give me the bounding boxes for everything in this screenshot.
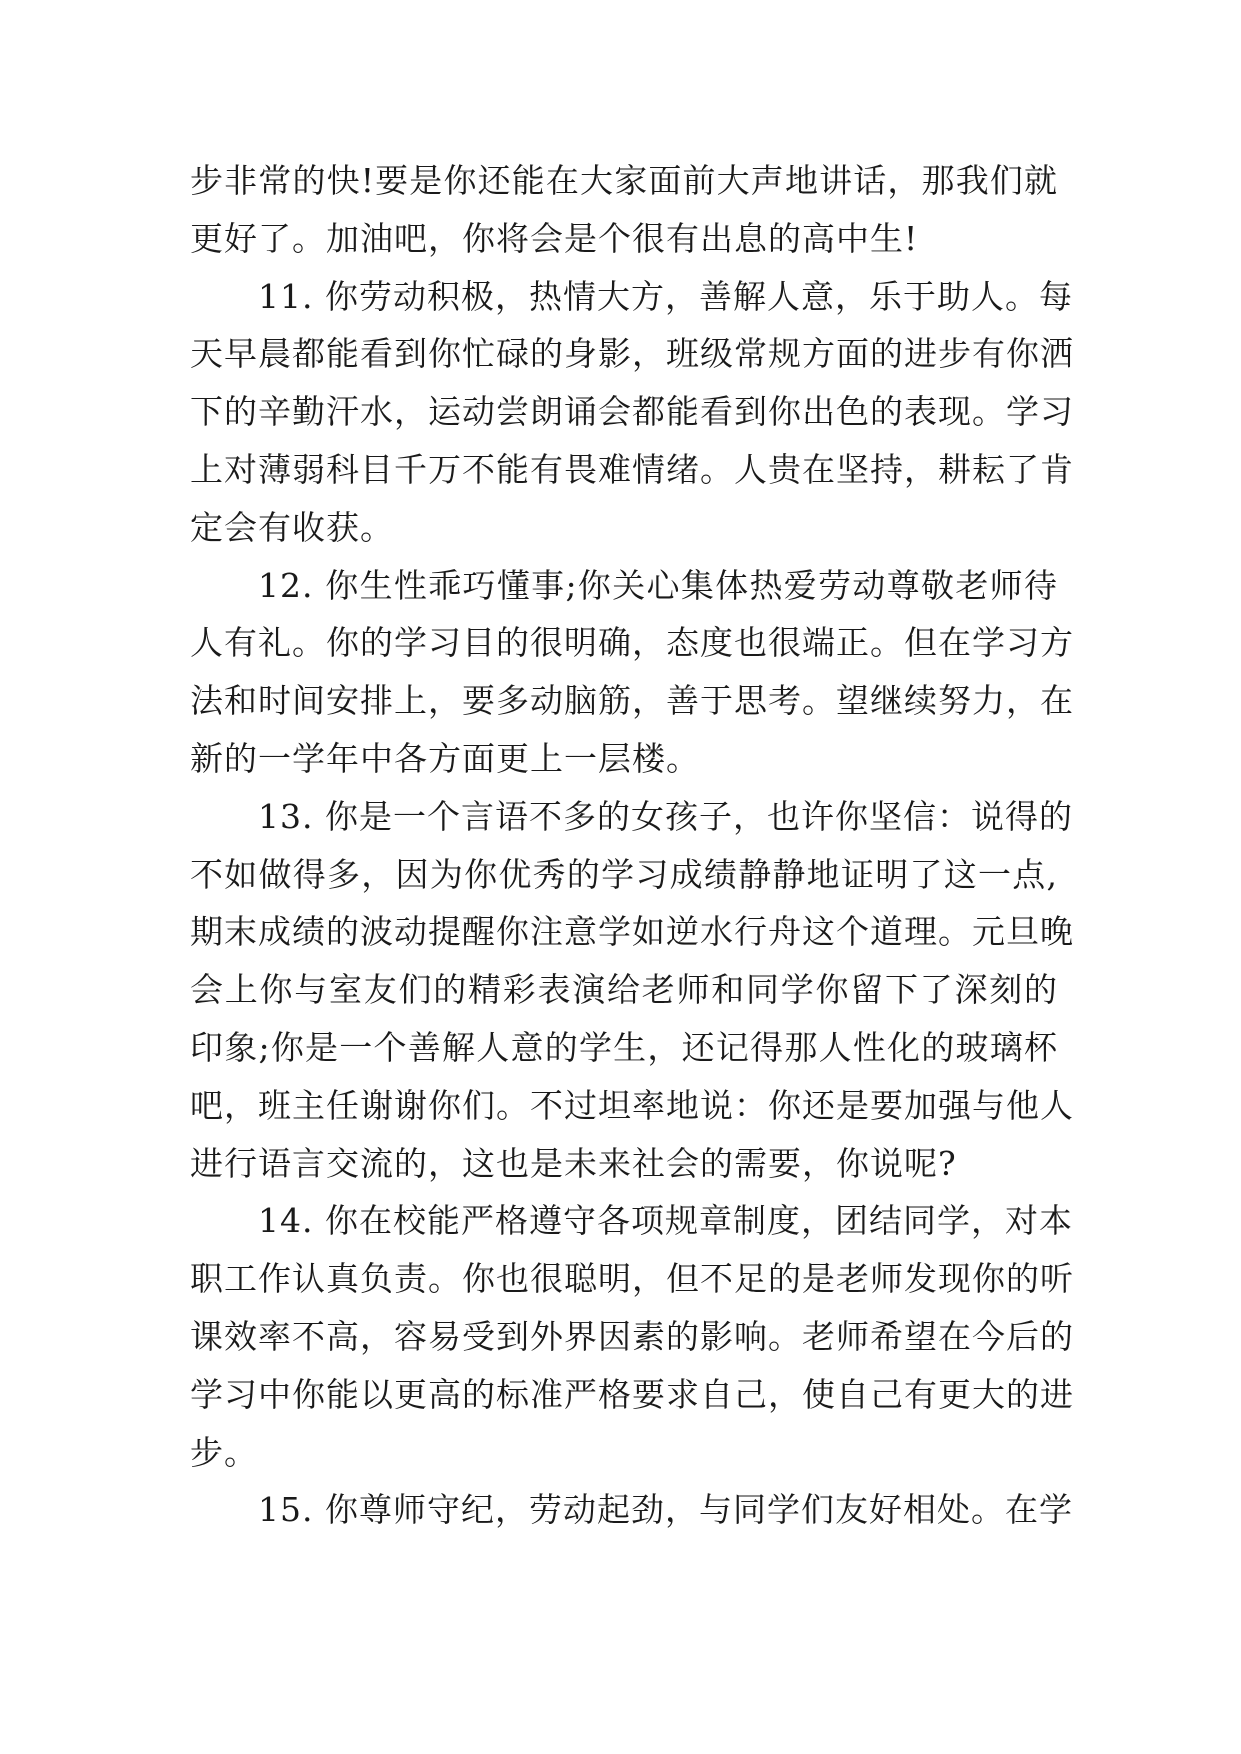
text-line: 学习中你能以更高的标准严格要求自己，使自己有更大的进 <box>190 1374 1074 1414</box>
text-line: 12. 你生性乖巧懂事;你关心集体热爱劳动尊敬老师待 <box>258 565 1058 605</box>
text-line: 职工作认真负责。你也很聪明，但不足的是老师发现你的听 <box>190 1259 1074 1299</box>
text-line: 不如做得多，因为你优秀的学习成绩静静地证明了这一点, <box>190 854 1058 894</box>
text-line: 上对薄弱科目千万不能有畏难情绪。人贵在坚持，耕耘了肯 <box>190 449 1074 489</box>
text-line: 法和时间安排上，要多动脑筋，善于思考。望继续努力，在 <box>190 681 1074 721</box>
text-line: 进行语言交流的，这也是未来社会的需要，你说呢? <box>190 1143 957 1183</box>
text-line: 步非常的快!要是你还能在大家面前大声地讲话，那我们就 <box>190 161 1058 200</box>
text-line: 吧，班主任谢谢你们。不过坦率地说：你还是要加强与他人 <box>190 1085 1074 1125</box>
text-line: 会上你与室友们的精彩表演给老师和同学你留下了深刻的 <box>190 970 1058 1010</box>
text-line: 14. 你在校能严格遵守各项规章制度，团结同学，对本 <box>258 1201 1073 1241</box>
text-line: 人有礼。你的学习目的很明确，态度也很端正。但在学习方 <box>190 623 1074 663</box>
text-line: 课效率不高，容易受到外界因素的影响。老师希望在今后的 <box>190 1316 1074 1356</box>
text-line: 印象;你是一个善解人意的学生，还记得那人性化的玻璃杯 <box>190 1027 1058 1067</box>
text-line: 11. 你劳动积极，热情大方，善解人意，乐于助人。每 <box>258 276 1073 316</box>
text-line: 步。 <box>190 1432 258 1472</box>
text-line: 天早晨都能看到你忙碌的身影，班级常规方面的进步有你洒 <box>190 334 1074 374</box>
document-body <box>190 152 1074 1539</box>
text-line: 新的一学年中各方面更上一层楼。 <box>190 738 700 778</box>
text-line: 下的辛勤汗水，运动尝朗诵会都能看到你出色的表现。学习 <box>190 392 1074 432</box>
text-line: 定会有收获。 <box>190 507 394 547</box>
text-line: 期末成绩的波动提醒你注意学如逆水行舟这个道理。元旦晚 <box>190 912 1074 952</box>
text-line: 15. 你尊师守纪，劳动起劲，与同学们友好相处。在学 <box>258 1490 1073 1530</box>
text-line: 13. 你是一个言语不多的女孩子，也许你坚信：说得的 <box>258 796 1073 836</box>
text-line: 更好了。加油吧，你将会是个很有出息的高中生! <box>190 218 919 258</box>
